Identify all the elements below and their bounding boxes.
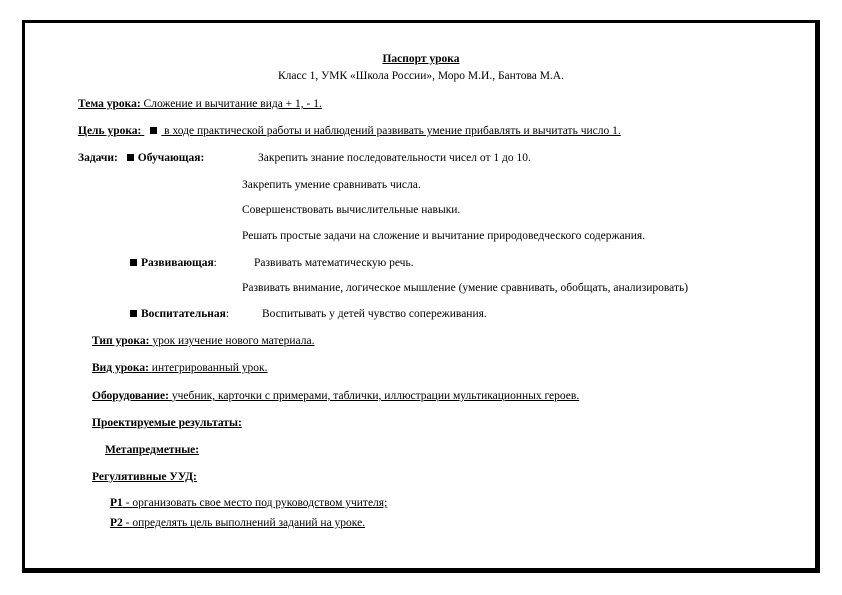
results-label: Проектируемые результаты: xyxy=(92,417,242,429)
regulative-label: Регулятивные УУД: xyxy=(92,471,197,483)
equipment-text: учебник, карточки с примерами, таблички, иллюстрации мультикационных героев. xyxy=(171,390,580,402)
result-code: Р1 xyxy=(110,497,123,509)
equipment-line xyxy=(92,389,579,403)
result-code: Р2 xyxy=(110,517,123,529)
topic-label: Тема урока: xyxy=(78,98,141,110)
educational-label: Обучающая: xyxy=(137,152,205,164)
upbringing-line: Воспитательная: xyxy=(130,307,229,321)
educational-item: Закрепить знание последовательности чисел от 1 до 10. xyxy=(258,152,531,164)
tasks-label: Задачи: xyxy=(78,152,118,164)
topic-line xyxy=(78,97,322,111)
goal-line xyxy=(78,124,621,138)
lesson-kind-line xyxy=(92,361,268,375)
result-text: организовать свое место под руководством учителя; xyxy=(132,497,388,509)
doc-subtitle: Класс 1, УМК «Школа России», Моро М.И., Бантова М.А. xyxy=(278,70,564,82)
goal-label: Цель урока: xyxy=(78,125,142,137)
topic-text: Сложение и вычитание вида + 1, - 1. xyxy=(143,98,322,110)
result-item: Р2 - определять цель выполнений заданий на уроке. xyxy=(110,517,366,529)
lesson-type-label: Тип урока: xyxy=(92,335,150,347)
developing-item: Развивать математическую речь. xyxy=(254,257,414,269)
tasks-line xyxy=(78,151,204,165)
meta-label: Метапредметные: xyxy=(105,444,200,456)
goal-text: в ходе практической работы и наблюдений развивать умение прибавлять и вычитать число 1. xyxy=(164,125,621,137)
educational-item: Решать простые задачи на сложение и вычитание природоведческого содержания. xyxy=(242,230,646,242)
equipment-label: Оборудование: xyxy=(92,390,169,402)
lesson-type-text: урок изучение нового материала. xyxy=(152,335,315,347)
educational-item: Совершенствовать вычислительные навыки. xyxy=(242,204,461,216)
upbringing-item: Воспитывать у детей чувство сопереживания. xyxy=(262,308,487,320)
bullet-square-icon xyxy=(127,154,134,161)
bullet-square-icon xyxy=(130,310,137,317)
doc-title: Паспорт урока xyxy=(382,53,460,65)
upbringing-label: Воспитательная xyxy=(141,308,226,320)
result-text: определять цель выполнений заданий на уроке. xyxy=(132,517,366,529)
bullet-square-icon xyxy=(150,127,157,134)
bullet-square-icon xyxy=(130,259,137,266)
developing-label: Развивающая xyxy=(141,257,214,269)
educational-item: Закрепить умение сравнивать числа. xyxy=(242,179,421,191)
lesson-type-line xyxy=(92,334,314,348)
lesson-kind-label: Вид урока: xyxy=(92,362,149,374)
result-item: Р1 - организовать свое место под руководством учителя; xyxy=(110,497,388,509)
developing-line: Развивающая: xyxy=(130,256,217,270)
developing-item: Развивать внимание, логическое мышление (умение сравнивать, обобщать, анализировать) xyxy=(242,282,689,294)
lesson-kind-text: интегрированный урок. xyxy=(151,362,268,374)
